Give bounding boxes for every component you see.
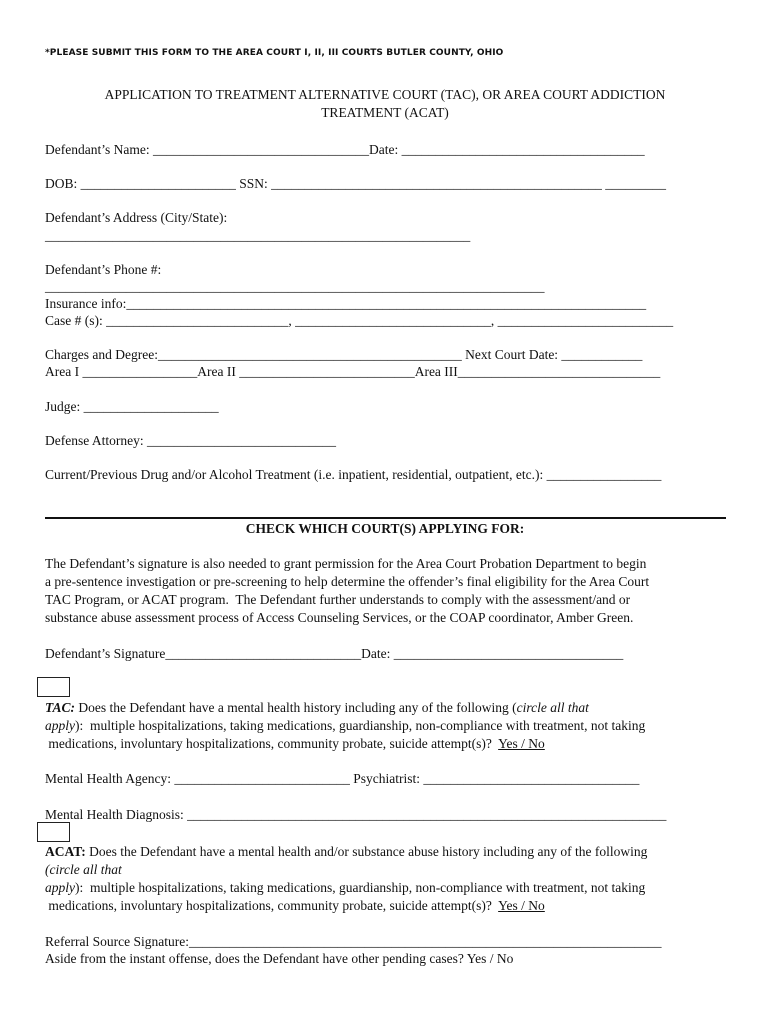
treatment-history-field[interactable]: Current/Previous Drug and/or Alcohol Treatment (i.e. inpatient, residential, outpatient, etc.): _________________ bbox=[45, 467, 662, 482]
form-title-line-2: TREATMENT (ACAT) bbox=[321, 105, 449, 120]
tac-question-line-1 bbox=[45, 699, 589, 716]
defense-attorney-field[interactable]: Defense Attorney: ____________________________ bbox=[45, 433, 336, 448]
applying-heading: CHECK WHICH COURT(S) APPLYING FOR: bbox=[245, 521, 525, 536]
mental-health-agency-field[interactable]: Mental Health Agency: __________________________ Psychiatrist: ________________________________ bbox=[45, 771, 640, 786]
judge-field[interactable]: Judge: ____________________ bbox=[45, 399, 219, 414]
consent-paragraph-line-4: substance abuse assessment process of Access Counseling Services, or the COAP coordinator, Amber Green. bbox=[45, 610, 634, 625]
acat-question-line-3 bbox=[45, 879, 645, 896]
consent-paragraph-line-1: The Defendant’s signature is also needed to grant permission for the Area Court Probation Department to begin bbox=[45, 556, 647, 571]
acat-circle-note: (circle all that bbox=[45, 862, 122, 877]
address-field[interactable]: _______________________________________________________________ bbox=[45, 228, 471, 243]
tac-options-text-2: medications, involuntary hospitalizations, community probate, suicide attempt(s)? bbox=[45, 736, 499, 751]
tac-label: TAC: bbox=[45, 700, 76, 715]
phone-field[interactable]: __________________________________________________________________________ bbox=[45, 279, 545, 294]
acat-apply-note: apply bbox=[45, 880, 75, 895]
tac-yes-no[interactable]: Yes / No bbox=[498, 736, 545, 751]
tac-checkbox[interactable] bbox=[37, 677, 70, 697]
phone-label: Defendant’s Phone #: bbox=[45, 262, 162, 277]
case-numbers-field[interactable]: Case # (s): ___________________________, _____________________________, __________________________ bbox=[45, 313, 674, 328]
address-label: Defendant’s Address (City/State): bbox=[45, 210, 228, 225]
insurance-field[interactable]: Insurance info:_____________________________________________________________________________ bbox=[45, 296, 647, 311]
charges-field[interactable]: Charges and Degree:_____________________________________________ Next Court Date: ____________ bbox=[45, 347, 643, 362]
acat-options-text-2: medications, involuntary hospitalizations, community probate, suicide attempt(s)? bbox=[45, 898, 499, 913]
defendant-signature-field[interactable]: Defendant’s Signature_____________________________Date: __________________________________ bbox=[45, 646, 624, 661]
acat-question-line-1 bbox=[45, 843, 647, 860]
tac-circle-note: circle all that bbox=[516, 700, 589, 715]
acat-options-text: ): multiple hospitalizations, taking medications, guardianship, non-compliance with treatment, not taking bbox=[75, 880, 646, 895]
acat-question-text: Does the Defendant have a mental health and/or substance abuse history including any of the following bbox=[85, 844, 648, 859]
dob-ssn-field[interactable]: DOB: _______________________ SSN: _________________________________________________ _________ bbox=[45, 176, 667, 191]
section-divider bbox=[45, 517, 726, 519]
tac-question-line-2 bbox=[45, 717, 645, 734]
area-courts-field[interactable]: Area I _________________Area II __________________________Area III______________________________ bbox=[45, 364, 661, 379]
referral-signature-field[interactable]: Referral Source Signature:______________________________________________________________________ bbox=[45, 934, 662, 949]
tac-options-text: ): multiple hospitalizations, taking medications, guardianship, non-compliance with treatment, not taking bbox=[75, 718, 646, 733]
tac-question-text: Does the Defendant have a mental health history including any of the following ( bbox=[75, 700, 517, 715]
acat-question-line-4 bbox=[45, 897, 545, 914]
form-title-line-1: APPLICATION TO TREATMENT ALTERNATIVE COURT (TAC), OR AREA COURT ADDICTION bbox=[104, 87, 666, 102]
defendant-name-field[interactable]: Defendant’s Name: ________________________________Date: ____________________________________ bbox=[45, 142, 645, 157]
mental-health-diagnosis-field[interactable]: Mental Health Diagnosis: _______________________________________________________________________ bbox=[45, 807, 667, 822]
consent-paragraph-line-3: TAC Program, or ACAT program. The Defendant further understands to comply with the assessment/and or bbox=[45, 592, 631, 607]
acat-yes-no[interactable]: Yes / No bbox=[498, 898, 545, 913]
acat-checkbox[interactable] bbox=[37, 822, 70, 842]
submission-notice: *PLEASE SUBMIT THIS FORM TO THE AREA COURT I, II, III COURTS BUTLER COUNTY, OHIO bbox=[45, 48, 504, 58]
acat-label: ACAT: bbox=[45, 844, 86, 859]
pending-cases-question[interactable]: Aside from the instant offense, does the Defendant have other pending cases? Yes / No bbox=[45, 951, 514, 966]
acat-question-line-2 bbox=[45, 861, 122, 878]
tac-question-line-3 bbox=[45, 735, 545, 752]
consent-paragraph-line-2: a pre-sentence investigation or pre-screening to help determine the offender’s final eligibility for the Area Court bbox=[45, 574, 650, 589]
tac-apply-note: apply bbox=[45, 718, 75, 733]
